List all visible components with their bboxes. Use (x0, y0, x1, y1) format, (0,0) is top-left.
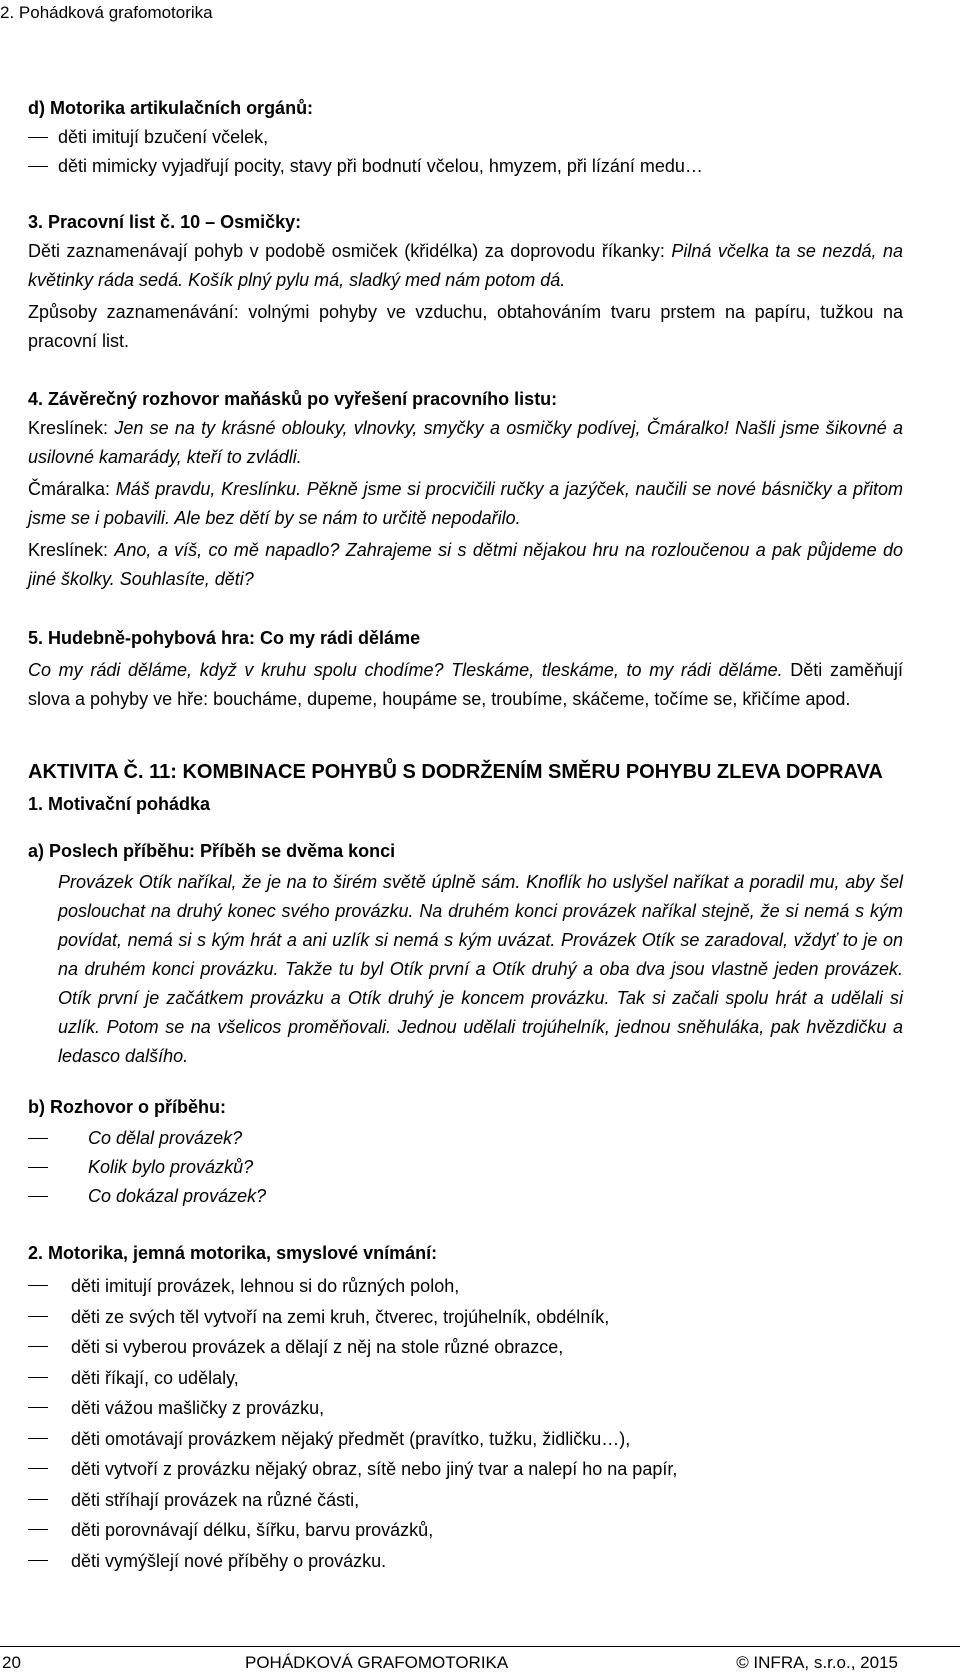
speaker-name: Čmáralka: (28, 479, 116, 499)
section-3-methods: Způsoby zaznamenávání: volnými pohyby ve vzduchu, obtahováním tvaru prstem na papíru, tužkou na pracovní list. (28, 302, 903, 351)
footer-publication: POHÁDKOVÁ GRAFOMOTORIKA (245, 1653, 509, 1672)
question-list (28, 1124, 903, 1211)
motivation-b-label: b) (28, 1097, 45, 1117)
list-item: děti říkají, co udělaly, (28, 1363, 903, 1394)
motivation-title: 1. Motivační pohádka (28, 794, 211, 814)
dialogue-paragraph (28, 536, 903, 594)
list-item: děti vytvoří z provázku nějaký obraz, sítě nebo jiný tvar a nalepí ho na papír, (28, 1454, 903, 1485)
dialogue-paragraph (28, 475, 903, 533)
section-5-song: Co my rádi děláme, když v kruhu spolu chodíme? Tleskáme, tleskáme, to my rádi děláme. (28, 660, 783, 680)
list-item: děti ze svých těl vytvoří na zemi kruh, čtverec, trojúhelník, obdélník, (28, 1302, 903, 1333)
motivation-a-title: Poslech příběhu: Příběh se dvěma konci (49, 841, 396, 861)
list-item: děti porovnávají délku, šířku, barvu provázků, (28, 1515, 903, 1546)
section-5-title: 5. Hudebně-pohybová hra: Co my rádi děláme (28, 628, 421, 648)
page-footer (0, 1646, 960, 1678)
list-item: Kolik bylo provázků? (28, 1153, 903, 1182)
motivation-b-title: Rozhovor o příběhu: (50, 1097, 226, 1117)
story-paragraph: Provázek Otík naříkal, že je na to širém světě úplně sám. Knoflík ho uslyšel naříkat a poradil mu, aby šel poslouchat na druhý konec svého provázku. Na druhém konci provázek naříkal stejně, že si nemá s kým povídat, nemá si s kým hrát a ani uzlík si nemá s kým uvázat. Provázek Otík se zaradoval, vždyť to je on na druhém konci provázku. Takže tu byl Otík první a Otík druhý a oba dva jsou vlastně jeden provázek. Otík první je začátkem provázku a Otík druhý je koncem provázku. Tak si začali spolu hrát a udělali si uzlík. Potom se na všelicos proměňovali. Jednou udělali trojúhelník, jednou sněhuláka, pak hvězdičku a ledasco dalšího. (58, 872, 903, 1066)
list-item: děti stříhají provázek na různé části, (28, 1485, 903, 1516)
section-5-text: Děti zaměňují slova a pohyby ve hře: boucháme, dupeme, houpáme se, troubíme, skáčeme, točíme se, křičíme apod. (28, 660, 903, 709)
speaker-line: Ano, a víš, co mě napadlo? Zahrajeme si s dětmi nějakou hru na rozloučenou a pak půjdeme do jiné školky. Souhlasíte, děti? (28, 540, 903, 589)
dialogue-paragraph (28, 414, 903, 472)
motivation-a-label: a) (28, 841, 45, 861)
section-4-title: 4. Závěrečný rozhovor maňásků po vyřešení pracovního listu: (28, 389, 558, 409)
speaker-name: Kreslínek: (28, 418, 115, 438)
section-3-rhyme: Pilná včelka ta se nezdá, na květinky ráda sedá. Košík plný pylu má, sladký med nám potom dá. (28, 241, 903, 290)
section-d-list (28, 123, 903, 181)
page-content (28, 94, 903, 1576)
section-d-heading (28, 94, 903, 123)
speaker-name: Kreslínek: (28, 540, 115, 560)
list-item: děti vážou mašličky z provázku, (28, 1393, 903, 1424)
list-item: děti omotávají provázkem nějaký předmět (pravítko, tužku, židličku…), (28, 1424, 903, 1455)
list-item: Co dokázal provázek? (28, 1182, 903, 1211)
page-number: 20 (2, 1653, 21, 1672)
speaker-line: Jen se na ty krásné oblouky, vlnovky, smyčky a osmičky podívej, Čmáralko! Našli jsme šikovné a usilovné kamarády, kteří to zvládli. (28, 418, 903, 467)
section-d-title: Motorika artikulačních orgánů: (50, 98, 314, 118)
footer-copyright: © INFRA, s.r.o., 2015 (736, 1653, 898, 1672)
list-item: Co dělal provázek? (28, 1124, 903, 1153)
list-item: děti mimicky vyjadřují pocity, stavy při bodnutí včelou, hmyzem, při lízání medu… (28, 152, 903, 181)
section-3-text: Děti zaznamenávají pohyb v podobě osmiček (křidélka) za doprovodu říkanky: (28, 241, 672, 261)
list-item: děti imitují provázek, lehnou si do různých poloh, (28, 1271, 903, 1302)
list-item: děti si vyberou provázek a dělají z něj na stole různé obrazce, (28, 1332, 903, 1363)
motorika-title: 2. Motorika, jemná motorika, smyslové vnímání: (28, 1243, 438, 1263)
section-3-title: 3. Pracovní list č. 10 – Osmičky: (28, 212, 302, 232)
motorika-list (28, 1271, 903, 1576)
motivation-a-heading (28, 837, 903, 866)
list-item: děti imitují bzučení včelek, (28, 123, 903, 152)
speaker-line: Máš pravdu, Kreslínku. Pěkně jsme si procvičili ručky a jazýček, naučili se nové básničky a přitom jsme se i pobavili. Ale bez dětí by se nám to určitě nepodařilo. (28, 479, 903, 528)
section-d-label: d) (28, 98, 45, 118)
running-header: 2. Pohádková grafomotorika (0, 3, 213, 22)
activity-title: AKTIVITA Č. 11: KOMBINACE POHYBŮ S DODRŽENÍM SMĚRU POHYBU ZLEVA DOPRAVA (28, 761, 883, 783)
motivation-b-heading (28, 1093, 903, 1122)
section-5-paragraph (28, 656, 903, 714)
section-3-paragraph (28, 237, 903, 295)
list-item: děti vymýšlejí nové příběhy o provázku. (28, 1546, 903, 1577)
